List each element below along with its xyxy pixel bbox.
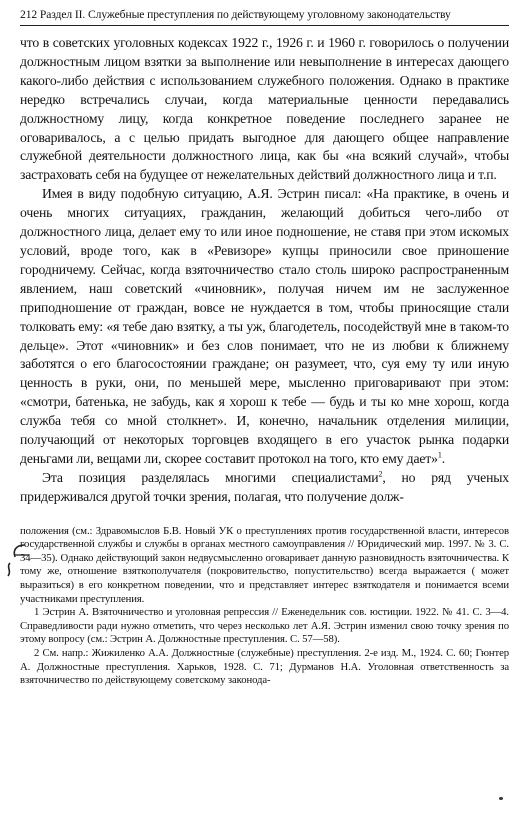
footnote-continuation: положения (см.: Здравомыслов Б.В. Новый УК о преступлениях против государственной власти, интересов государственной службы и службы в органах местного самоуправления // Юридический мир. 1997. № 3. С. 34—35). Однако действующий закон недвусмысленно оговаривает данную разновидность взяточничества. К тому же, отношение взяткополучателя (покровительство, попустительство) всегда выражается ( может выразиться) в его конкретном поведении, что и представляет интерес взяткодателя и понимается всеми участниками преступления. bbox=[20, 524, 509, 605]
footnote-ref-1: 1 bbox=[437, 450, 442, 460]
pencil-mark-icon bbox=[3, 541, 31, 577]
footnote-2: 2 См. напр.: Жижиленко А.А. Должностные (служебные) преступления. 2-е изд. М., 1924. С. 60; Гюнтер А. Должностные преступления. Харьков, 1928. С. 71; Дурманов Н.А. Уголовная ответственность за взяточничество по действующему советскому законода- bbox=[20, 647, 509, 687]
footnotes bbox=[20, 525, 509, 688]
book-page bbox=[20, 8, 509, 688]
paragraph-3-text-b: , но ряд ученых придерживался другой точки зрения, полагая, что получение долж- bbox=[20, 469, 509, 504]
paragraph-3 bbox=[20, 469, 509, 507]
running-head: 212 Раздел II. Служебные преступления по действующему уголовному законодательству bbox=[20, 8, 509, 26]
paragraph-2-text: Имея в виду подобную ситуацию, А.Я. Эстрин писал: «На практике, в очень и очень многих ситуациях, гражданин, желающий добиться чего-либо от должностного лица, делает ему то или иное подношение, не ставя при этом искомых условий, вроде того, как в «Ревизоре» купцы приносили свое приношение городничему. Сейчас, когда взяточничество стало столь широко распространенным явлением, наш советский «чиновник», получая ничем им не заслуженное приподношение от граждан, вовсе не нуждается в том, чтобы приносящие стали толковать ему: «я тебе даю взятку, а ты уж, благодетель, посодействуй мне в таком-то дельце». Этот «чиновник» и без слов понимает, что не из любви к ближнему заботятся о его благосостоянии граждане; он разумеет, что, суя ему ту или иную ценность в руки, они, по меньшей мере, мысленно приговаривают при этом: «смотри, батенька, не забудь, как я хорош к тебе — будь и ты ко мне хорош, когда служба тебя со мной столкнет». И, конечно, начальник отделения милиции, получающий от некоторых торговцев входящего в его участок рынка подарки деньгами ли, вещами ли, скорее составит протокол на того, кто ему дает» bbox=[20, 186, 509, 466]
paragraph-1: что в советских уголовных кодексах 1922 г., 1926 г. и 1960 г. говорилось о получении должностным лицом взятки за выполнение или невыполнение в интересах дающего какого-либо действия с использованием служебного положения. Однако в практике нередко встречались случаи, когда материальные ценности передавались должностному лицу, когда конкретное поведение последнего заранее не оговаривалось, а с целью придать выгодное для дающего общее направление служебной деятельности должностного лица, как бы «на всякий случай», чтобы застраховать себя на будущее от нежелательных действий должностного лица и т.п. bbox=[20, 35, 509, 183]
paragraph-2: Имея в виду подобную ситуацию, А.Я. Эстрин писал: «На практике, в очень и очень многих ситуациях, гражданин, желающий добиться чего-либо от должностного лица, делает ему то или иное подношение, не ставя при этом искомых условий, вроде того, как в «Ревизоре» купцы приносили свое приношение городничему. Сейчас, когда взяточничество стало столь широко распространенным явлением, наш советский «чиновник», получая ничем им не заслуженное приподношение от граждан, вовсе не нуждается в том, чтобы приносящие стали толковать ему: «я тебе даю взятку, а ты уж, благодетель, посодействуй мне в таком-то дельце». Этот «чиновник» и без слов понимает, что не из любви к ближнему заботятся о его благосостоянии граждане; он разумеет, что, суя ему ту или иную ценность в руки, они, по меньшей мере, мысленно приговаривают при этом: «смотри, батенька, не забудь, как я хорош к тебе — будь и ты ко мне хорош, когда служба тебя со мной столкнет». И, конечно, начальник отделения милиции, получающий от некоторых торговцев входящего в его участок рынка подарки деньгами ли, вещами ли, скорее составит протокол на того, кто ему дает»$^1$. bbox=[20, 186, 509, 466]
footnote-1: 1 Эстрин А. Взяточничество и уголовная репрессия // Еженедельник сов. юстиции. 1922. № 41. С. 3—4. Справедливости ради нужно отметить, что через несколько лет А.Я. Эстрин изменил свою точку зрения по этому вопросу (см.: Эстрин А. Должностные преступления. С. 57—58). bbox=[20, 606, 509, 646]
main-text bbox=[20, 34, 509, 507]
footnote-ref-2: 2 bbox=[378, 469, 383, 479]
paragraph-3-text-a: Эта позиция разделялась многими специалистами bbox=[42, 469, 379, 485]
ink-spot bbox=[499, 797, 503, 800]
